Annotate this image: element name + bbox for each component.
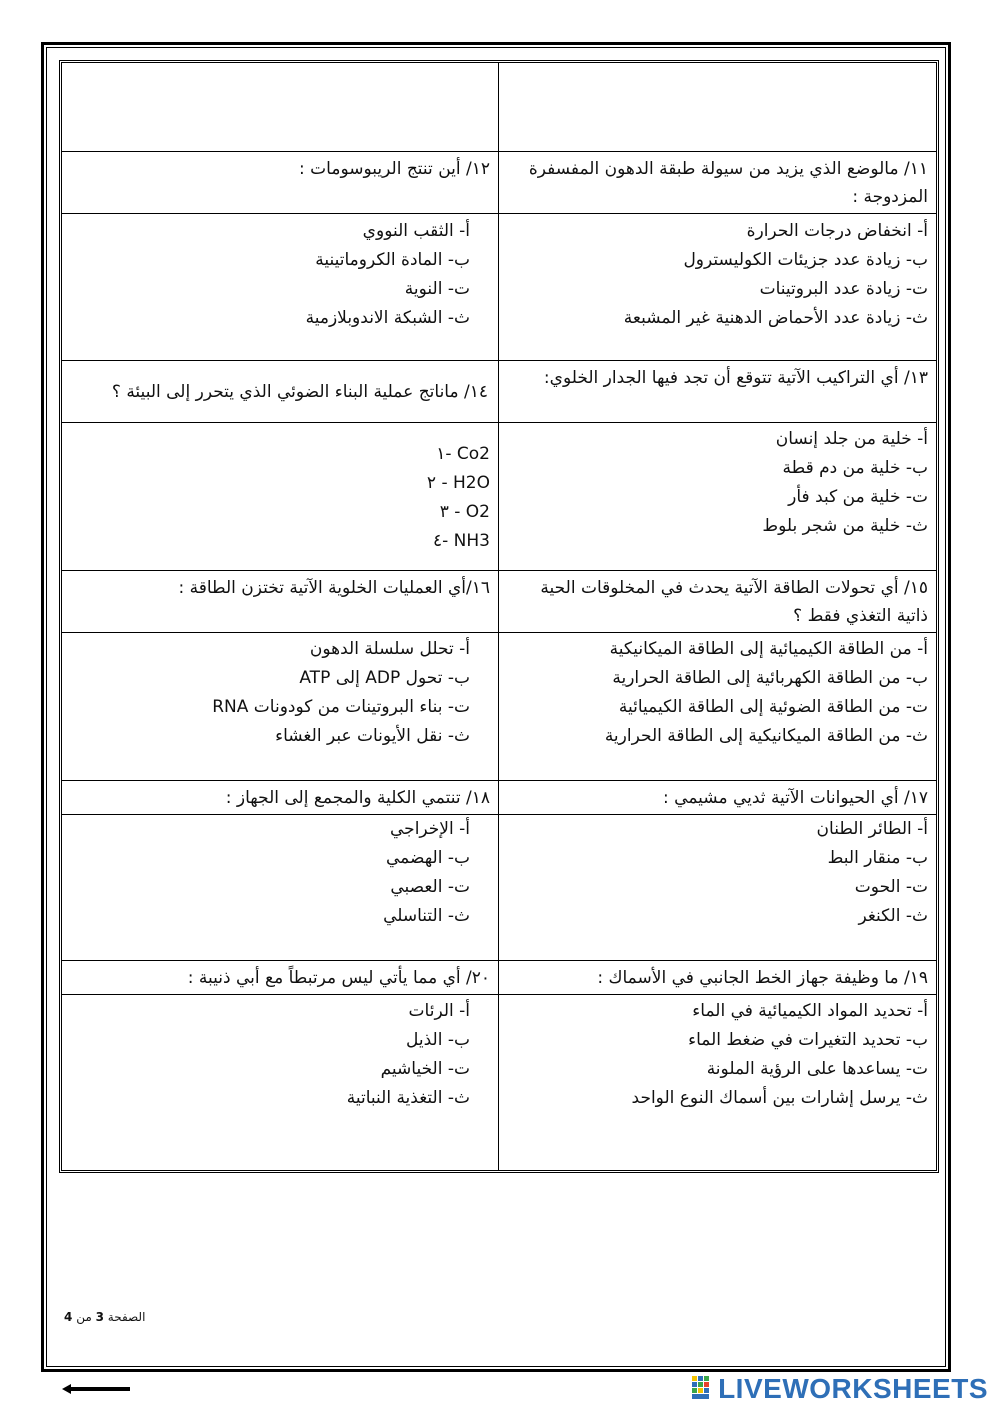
q20-option-d[interactable]: ث- التغذية النباتية — [346, 1088, 470, 1108]
q19-option-b[interactable]: ب- تحديد التغيرات في ضغط الماء — [688, 1030, 928, 1050]
q17-option-d[interactable]: ث- الكنغر — [858, 906, 928, 926]
column-divider — [498, 63, 499, 1170]
q12-option-d[interactable]: ث- الشبكة الاندوبلازمية — [305, 308, 470, 328]
q16-option-c[interactable]: ت- بناء البروتينات من كودونات RNA — [212, 697, 470, 717]
q18-option-c[interactable]: ت- العصبي — [390, 877, 470, 897]
q19-option-a[interactable]: أ- تحديد المواد الكيميائية في الماء — [692, 1001, 928, 1021]
q15-option-b[interactable]: ب- من الطاقة الكهربائية إلى الطاقة الحرارية — [612, 668, 928, 688]
q14-option-3[interactable]: O2 - ٣ — [439, 502, 490, 522]
q11-option-d[interactable]: ث- زيادة عدد الأحماض الدهنية غير المشبعة — [623, 308, 928, 328]
question-15-title: ١٥/ أي تحولات الطاقة الآتية يحدث في المخلوقات الحية ذاتية التغذي فقط ؟ — [540, 578, 928, 626]
q19-option-c[interactable]: ت- يساعدها على الرؤية الملونة — [706, 1059, 928, 1079]
question-18-options — [50, 815, 470, 931]
q17-option-c[interactable]: ت- الحوت — [854, 877, 928, 897]
q15-option-a[interactable]: أ- من الطاقة الكيميائية إلى الطاقة الميكانيكية — [609, 639, 928, 659]
q13-option-b[interactable]: ب- خلية من دم قطة — [782, 458, 928, 478]
question-11-title: ١١/ مالوضع الذي يزيد من سيولة طبقة الدهون المفسفرة المزدوجة : — [528, 159, 928, 207]
question-18-title: ١٨/ تنتمي الكلية والمجمع إلى الجهاز : — [225, 788, 490, 808]
arrow-left-icon[interactable] — [62, 1384, 130, 1394]
q20-option-b[interactable]: ب- الذيل — [406, 1030, 470, 1050]
liveworksheets-brand[interactable] — [692, 1372, 988, 1406]
q19-option-d[interactable]: ث- يرسل إشارات بين أسماك النوع الواحد — [631, 1088, 928, 1108]
question-16-options — [50, 635, 470, 751]
q12-option-b[interactable]: ب- المادة الكروماتينية — [315, 250, 470, 270]
question-13-title: ١٣/ أي التراكيب الآتية تتوقع أن تجد فيها الجدار الخلوي: — [543, 368, 928, 388]
q16-option-d[interactable]: ث- نقل الأيونات عبر الغشاء — [275, 726, 470, 746]
q11-option-a[interactable]: أ- انخفاض درجات الحرارة — [746, 221, 928, 241]
question-12-title: ١٢/ أين تنتج الريبوسومات : — [299, 159, 490, 179]
question-16-title: ١٦/أي العمليات الخلوية الآتية تختزن الطاقة : — [178, 578, 490, 598]
q16-option-b[interactable]: ب- تحول ADP إلى ATP — [299, 668, 470, 688]
liveworksheets-logo — [692, 1376, 714, 1402]
question-19-title: ١٩/ ما وظيفة جهاز الخط الجانبي في الأسماك : — [597, 968, 928, 988]
question-20-title: ٢٠/ أي مما يأتي ليس مرتبطاً مع أبي ذنيبة : — [187, 968, 490, 988]
q18-option-a[interactable]: أ- الإخراجي — [390, 819, 470, 839]
q12-option-c[interactable]: ت- النوية — [404, 279, 470, 299]
q14-option-1[interactable]: Co2 -١ — [436, 444, 490, 464]
page-number — [64, 1310, 145, 1324]
page-label: الصفحة — [107, 1310, 146, 1324]
question-15-options — [508, 635, 928, 751]
q18-option-b[interactable]: ب- الهضمي — [385, 848, 470, 868]
q18-option-d[interactable]: ث- التناسلي — [383, 906, 470, 926]
question-17-options — [508, 815, 928, 931]
q15-option-d[interactable]: ث- من الطاقة الميكانيكية إلى الطاقة الحرارية — [604, 726, 928, 746]
q14-option-2[interactable]: H2O - ٢ — [426, 473, 490, 493]
q13-option-d[interactable]: ث- خلية من شجر بلوط — [762, 516, 928, 536]
page-of: من — [76, 1310, 92, 1324]
q13-option-a[interactable]: أ- خلية من جلد إنسان — [775, 429, 928, 449]
question-20-options — [50, 997, 470, 1113]
page-current: 3 — [95, 1310, 104, 1324]
question-17-title: ١٧/ أي الحيوانات الآتية ثديي مشيمي : — [663, 788, 928, 808]
q11-option-b[interactable]: ب- زيادة عدد جزيئات الكوليسترول — [683, 250, 928, 270]
question-13-options — [508, 425, 928, 541]
question-14-title: ١٤/ ماناتج عملية البناء الضوئي الذي يتحرر إلى البيئة ؟ — [111, 382, 488, 402]
q20-option-a[interactable]: أ- الرئات — [408, 1001, 470, 1021]
q12-option-a[interactable]: أ- الثقب النووي — [362, 221, 470, 241]
q16-option-a[interactable]: أ- تحلل سلسلة الدهون — [309, 639, 470, 659]
q15-option-c[interactable]: ت- من الطاقة الضوئية إلى الطاقة الكيميائية — [618, 697, 928, 717]
q20-option-c[interactable]: ت- الخياشيم — [380, 1059, 470, 1079]
question-14-options — [390, 440, 490, 556]
q11-option-c[interactable]: ت- زيادة عدد البروتينات — [759, 279, 928, 299]
q13-option-c[interactable]: ت- خلية من كبد فأر — [788, 487, 928, 507]
q17-option-b[interactable]: ب- منقار البط — [827, 848, 928, 868]
q14-option-4[interactable]: NH3 -٤ — [432, 531, 490, 551]
page-total: 4 — [64, 1310, 73, 1324]
question-12-options — [50, 217, 470, 333]
q17-option-a[interactable]: أ- الطائر الطنان — [816, 819, 928, 839]
question-11-options — [508, 217, 928, 333]
question-19-options — [508, 997, 928, 1113]
brand-name: LIVEWORKSHEETS — [718, 1373, 988, 1404]
